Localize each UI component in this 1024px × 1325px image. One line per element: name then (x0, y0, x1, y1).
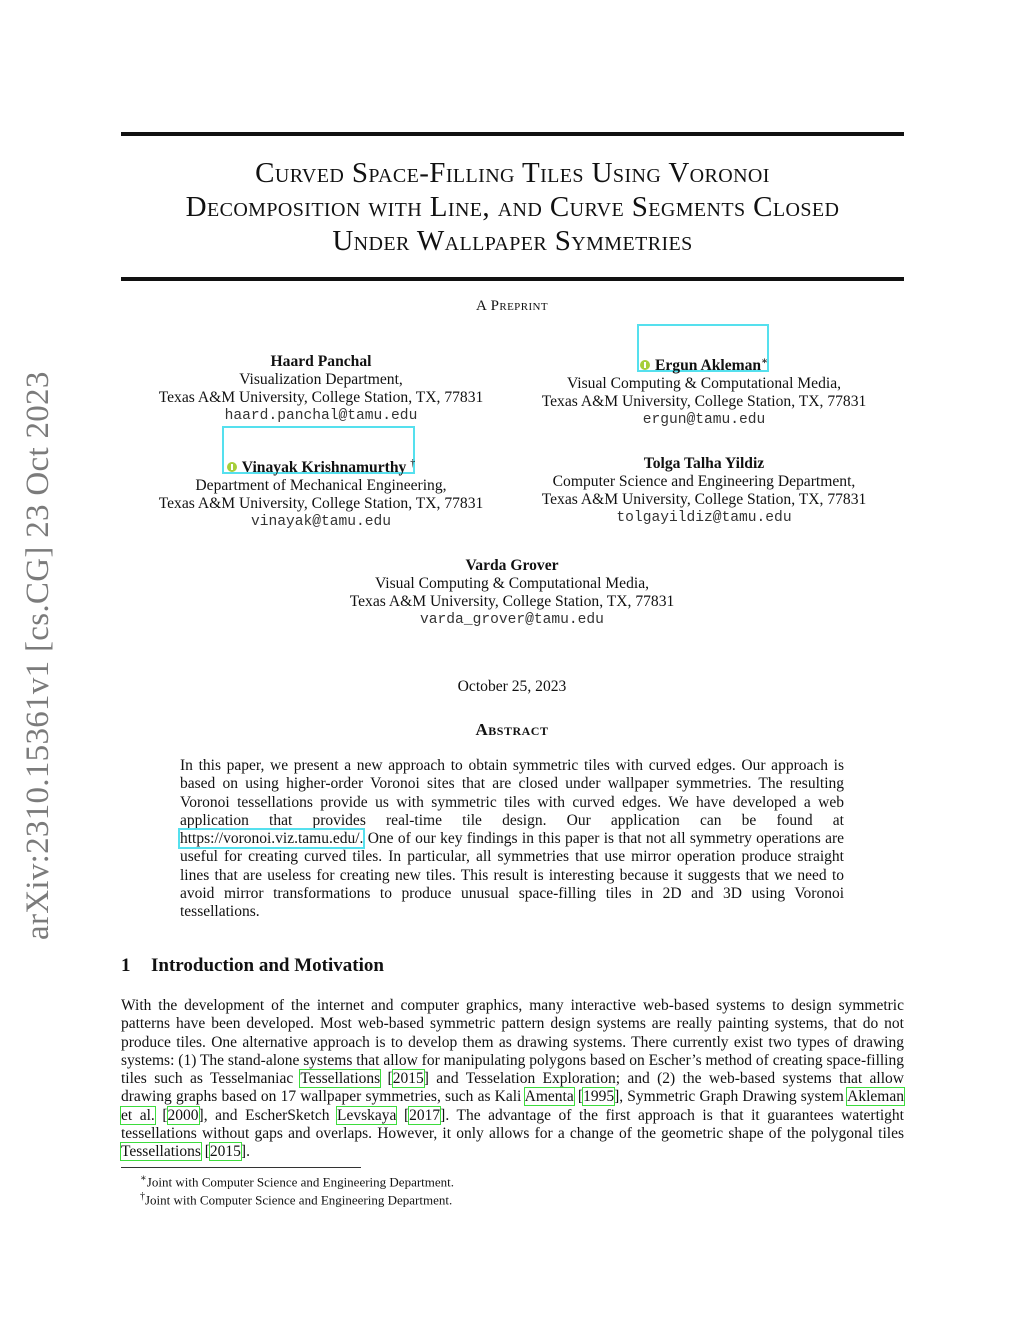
author-name: Vinayak Krishnamurthy (241, 459, 407, 477)
title-line-2: Decomposition with Line, and Curve Segments Closed (185, 191, 840, 223)
author-name: Tolga Talha Yildiz (643, 455, 765, 472)
citation-link[interactable]: Akleman et al. (121, 1088, 904, 1124)
author-affiliation: Texas A&M University, College Station, TX, 77831 (541, 491, 867, 508)
paper-title (121, 156, 904, 258)
footnote-mark: ∗ (140, 1173, 147, 1184)
application-url-link[interactable]: https://voronoi.viz.tamu.edu/. (180, 830, 364, 848)
author-block (121, 455, 521, 531)
body-text: , and EscherSketch (203, 1106, 338, 1124)
body-text: and Tesselation Exploration; and (2) the web-based systems that allow drawing graphs based on 17 wallpaper symmetries, such as Kali (121, 1070, 904, 1106)
title-line-3: Under Wallpaper Symmetries (332, 225, 693, 257)
citation-link[interactable]: Tessellations (121, 1143, 201, 1161)
abstract-text (180, 757, 844, 922)
footnote-mark: ∗ (761, 356, 769, 367)
title-bottom-rule (121, 277, 904, 281)
footnote-text: Joint with Computer Science and Engineering Department. (145, 1192, 453, 1208)
body-text: , Symmetric Graph Drawing system (619, 1088, 848, 1106)
footnote-mark: † (410, 458, 416, 469)
author-affiliation: Texas A&M University, College Station, TX, 77831 (158, 495, 484, 513)
section-heading (121, 955, 384, 977)
footnote (140, 1191, 452, 1208)
citation-year-link[interactable]: 2017 (409, 1106, 441, 1124)
footnote-mark: † (140, 1191, 145, 1202)
footnote-divider (121, 1167, 361, 1168)
citation-link[interactable]: Amenta (524, 1088, 574, 1106)
arxiv-stamp: arXiv:2310.15361v1 [cs.CG] 23 Oct 2023 (20, 371, 56, 940)
body-text: . The advantage of the first approach is that it guarantees watertight tessellations without gaps and overlaps. However, it only allows for a change of the geometric shape of the polygonal tiles (121, 1106, 904, 1143)
abstract-text-part: One of our key findings in this paper is that not all symmetry operations are useful for creating curved tiles. In particular, all symmetries that use mirror operation produce straight lines that are useless for creating new tiles. This result is interesting because it suggests that we need to avoid mirror transformations to produce unusual space-filling tiles in 2D and 3D using Voronoi tessellations. (180, 830, 844, 921)
author-email[interactable]: varda_grover@tamu.edu (420, 612, 604, 628)
footnote-text: Joint with Computer Science and Engineering Department. (146, 1174, 455, 1190)
author-dept: Department of Mechanical Engineering, (195, 477, 447, 495)
footnote (140, 1173, 454, 1190)
author-dept: Visual Computing & Computational Media, (374, 575, 650, 592)
author-email[interactable]: tolgayildiz@tamu.edu (616, 510, 792, 526)
section-number: 1 (121, 955, 131, 976)
citation-year-link[interactable]: 2015 (209, 1143, 241, 1161)
intro-paragraph: With the development of the internet and computer graphics, many interactive web-based systems to design symmetric patterns have been developed. Most web-based symmetric pattern design systems are really painting systems, that do not produce tiles. One alternative approach is to develop them as drawing systems. There currently exist two types of drawing systems: (1) The stand-alone systems that allow for manipulating polygons based on Escher’s method of creating space-filling tiles such as Tesselmaniac Tessellations [2015] and Tesselation Exploration; and (2) the web-based systems that allow drawing graphs based on 17 wallpaper symmetries, such as Kali Amenta [1995], Symmetric Graph Drawing system Akleman et al. [2000], and EscherSketch Levskaya [2017]. The advantage of the first approach is that it guarantees watertight tessellations without gaps and overlaps. However, it only allows for a change of the geometric shape of the polygonal tiles Tessellations [2015]. (121, 997, 904, 1161)
orcid-icon[interactable] (640, 360, 650, 370)
author-block (121, 353, 521, 425)
abstract-heading: Abstract (475, 720, 549, 739)
citation-year-link[interactable]: 1995 (583, 1088, 615, 1106)
author-email[interactable]: haard.panchal@tamu.edu (224, 408, 418, 424)
author-affiliation: Texas A&M University, College Station, TX, 77831 (349, 593, 675, 610)
paper-date: October 25, 2023 (457, 678, 567, 695)
citation-year-link[interactable]: 2000 (167, 1106, 199, 1124)
abstract-text-part: In this paper, we present a new approach to obtain symmetric tiles with curved edges. Our approach is based on using higher-order Voronoi sites that are closed under wallpaper symmetries. The resulting Voronoi tessellations provide us with symmetric tiles with curved edges. We have developed a web application that provides real-time tile design. Our application can be found at (180, 757, 844, 829)
author-email[interactable]: vinayak@tamu.edu (250, 514, 392, 531)
author-block (504, 353, 904, 429)
title-line-1: Curved Space-Filling Tiles Using Voronoi (255, 157, 770, 189)
author-name: Varda Grover (465, 557, 559, 574)
section-title: Introduction and Motivation (151, 955, 384, 976)
body-text: . (246, 1143, 250, 1161)
preprint-label: A Preprint (476, 298, 548, 314)
author-email[interactable]: ergun@tamu.edu (642, 412, 766, 429)
author-name: Ergun Akleman (654, 357, 762, 375)
citation-year-link[interactable]: 2015 (392, 1070, 424, 1088)
author-affiliation: Texas A&M University, College Station, TX, 77831 (158, 389, 484, 406)
author-block (312, 557, 712, 629)
author-dept: Computer Science and Engineering Department, (552, 473, 856, 490)
author-name: Haard Panchal (270, 353, 372, 370)
citation-link[interactable]: Tessellations (300, 1070, 381, 1088)
author-dept: Visual Computing & Computational Media, (566, 375, 842, 393)
citation-link[interactable]: Levskaya (337, 1106, 397, 1124)
title-top-rule (121, 132, 904, 136)
orcid-icon[interactable] (227, 462, 237, 472)
author-dept: Visualization Department, (239, 371, 403, 388)
author-block (504, 455, 904, 527)
author-affiliation: Texas A&M University, College Station, TX, 77831 (541, 393, 867, 411)
body-text: With the development of the internet and computer graphics, many interactive web-based systems to design symmetric patterns have been developed. Most web-based symmetric pattern design systems are really painting systems, that do not produce tiles. One alternative approach is to develop them as drawing systems. There currently exist two types of drawing systems: (1) The stand-alone systems that allow for manipulating polygons based on Escher’s method of creating space-filling tiles such as Tesselmaniac (121, 997, 904, 1088)
